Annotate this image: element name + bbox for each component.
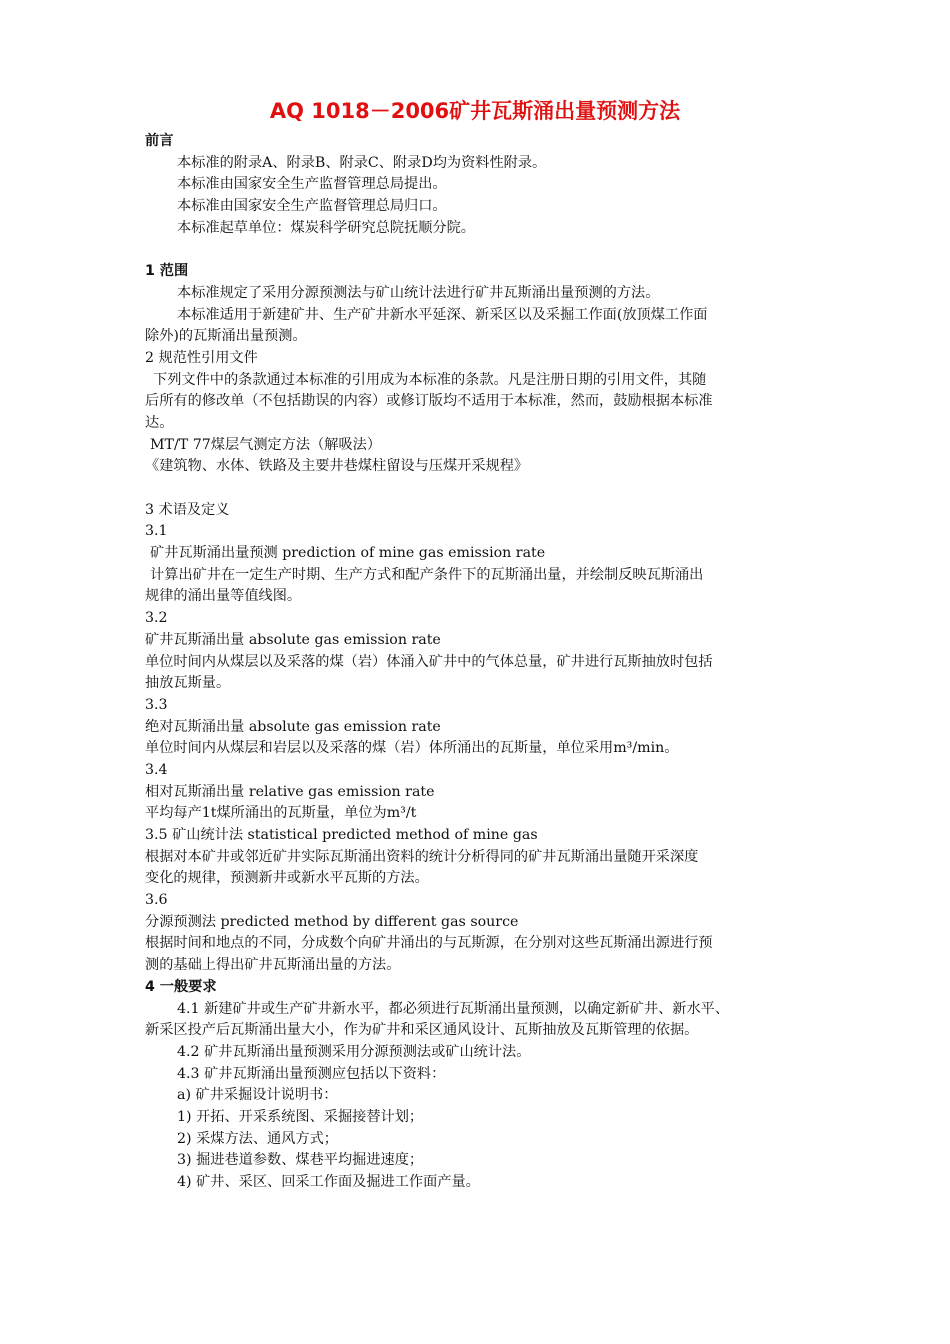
preface-line: 本标准的附录A、附录B、附录C、附录D均为资料性附录。 (177, 154, 547, 171)
term-number: 3.3 (145, 696, 168, 713)
term-definition: 平均每产1t煤所涌出的瓦斯量，单位为m³/t (145, 805, 417, 822)
section-1-line: 本标准规定了采用分源预测法与矿山统计法进行矿井瓦斯涌出量预测的方法。 (177, 284, 660, 301)
section-1-line: 除外)的瓦斯涌出量预测。 (145, 328, 307, 345)
section-4-line: 新采区投产后瓦斯涌出量大小，作为矿井和采区通风设计、瓦斯抽放及瓦斯管理的依据。 (145, 1022, 699, 1039)
section-4-line: 4.3 矿井瓦斯涌出量预测应包括以下资料： (177, 1065, 446, 1082)
list-item: 1) 开拓、开采系统图、采掘接替计划； (177, 1108, 424, 1125)
term-number: 3.4 (145, 761, 168, 778)
term-name: 绝对瓦斯涌出量 absolute gas emission rate (145, 718, 441, 735)
document-title: AQ 1018－2006矿井瓦斯涌出量预测方法 (269, 99, 681, 123)
term-name: 矿井瓦斯涌出量 absolute gas emission rate (145, 631, 441, 648)
list-item: 2) 采煤方法、通风方式； (177, 1130, 338, 1147)
section-2-line: 后所有的修改单（不包括勘误的内容）或修订版均不适用于本标准，然而，鼓励根据本标准 (145, 393, 713, 410)
reference-item: MT/T 77煤层气测定方法（解吸法） (150, 436, 382, 453)
section-2-heading: 2 规范性引用文件 (145, 349, 258, 366)
preface-heading: 前言 (145, 133, 174, 149)
term-definition: 抽放瓦斯量。 (145, 675, 231, 692)
term-definition: 根据时间和地点的不同，分成数个向矿井涌出的与瓦斯源，在分别对这些瓦斯涌出源进行预 (145, 935, 713, 952)
term-definition: 测的基础上得出矿井瓦斯涌出量的方法。 (145, 957, 401, 974)
section-4-line: 4.2 矿井瓦斯涌出量预测采用分源预测法或矿山统计法。 (177, 1043, 531, 1060)
section-2-line: 达。 (145, 414, 174, 431)
term-definition: 计算出矿井在一定生产时期、生产方式和配产条件下的瓦斯涌出量，并绘制反映瓦斯涌出 (150, 566, 704, 583)
section-4-line: 4.1 新建矿井或生产矿井新水平，都必须进行瓦斯涌出量预测，以确定新矿井、新水平、 (177, 1000, 730, 1017)
term-name: 相对瓦斯涌出量 relative gas emission rate (145, 783, 435, 800)
section-1-heading: 1 范围 (145, 263, 189, 280)
section-2-line: 下列文件中的条款通过本标准的引用成为本标准的条款。凡是注册日期的引用文件，其随 (153, 371, 707, 388)
term-name: 3.5 矿山统计法 statistical predicted method of mine gas (145, 827, 538, 843)
term-name: 分源预测法 predicted method by different gas source (145, 913, 519, 930)
term-number: 3.1 (145, 523, 168, 540)
section-1-line: 本标准适用于新建矿井、生产矿井新水平延深、新采区以及采掘工作面(放顶煤工作面 (177, 306, 708, 323)
preface-line: 本标准由国家安全生产监督管理总局提出。 (177, 176, 447, 193)
list-item: a) 矿井采掘设计说明书： (177, 1087, 338, 1104)
term-definition: 变化的规律，预测新井或新水平瓦斯的方法。 (145, 870, 429, 887)
preface-line: 本标准由国家安全生产监督管理总局归口。 (177, 198, 447, 215)
section-4-heading: 4 一般要求 (145, 978, 217, 995)
term-name: 矿井瓦斯涌出量预测 prediction of mine gas emission rate (150, 545, 546, 562)
section-3-heading: 3 术语及定义 (145, 501, 230, 518)
term-definition: 规律的涌出量等值线图。 (145, 588, 302, 605)
spacer (145, 239, 813, 261)
term-number: 3.2 (145, 610, 168, 627)
preface-line: 本标准起草单位：煤炭科学研究总院抚顺分院。 (177, 219, 475, 236)
term-definition: 根据对本矿井或邻近矿井实际瓦斯涌出资料的统计分析得同的矿井瓦斯涌出量随开采深度 (145, 848, 699, 865)
list-item: 3) 掘进巷道参数、煤巷平均掘进速度； (177, 1152, 424, 1169)
term-definition: 单位时间内从煤层以及采落的煤（岩）体涌入矿井中的气体总量，矿井进行瓦斯抽放时包括 (145, 653, 713, 670)
spacer (145, 478, 813, 500)
list-item: 4) 矿井、采区、回采工作面及掘进工作面产量。 (177, 1174, 480, 1190)
reference-item: 《建筑物、水体、铁路及主要井巷煤柱留设与压煤开采规程》 (145, 458, 529, 475)
term-definition: 单位时间内从煤层和岩层以及采落的煤（岩）体所涌出的瓦斯量，单位采用m³/min。 (145, 740, 679, 757)
document-body (145, 131, 813, 1194)
term-number: 3.6 (145, 892, 168, 909)
